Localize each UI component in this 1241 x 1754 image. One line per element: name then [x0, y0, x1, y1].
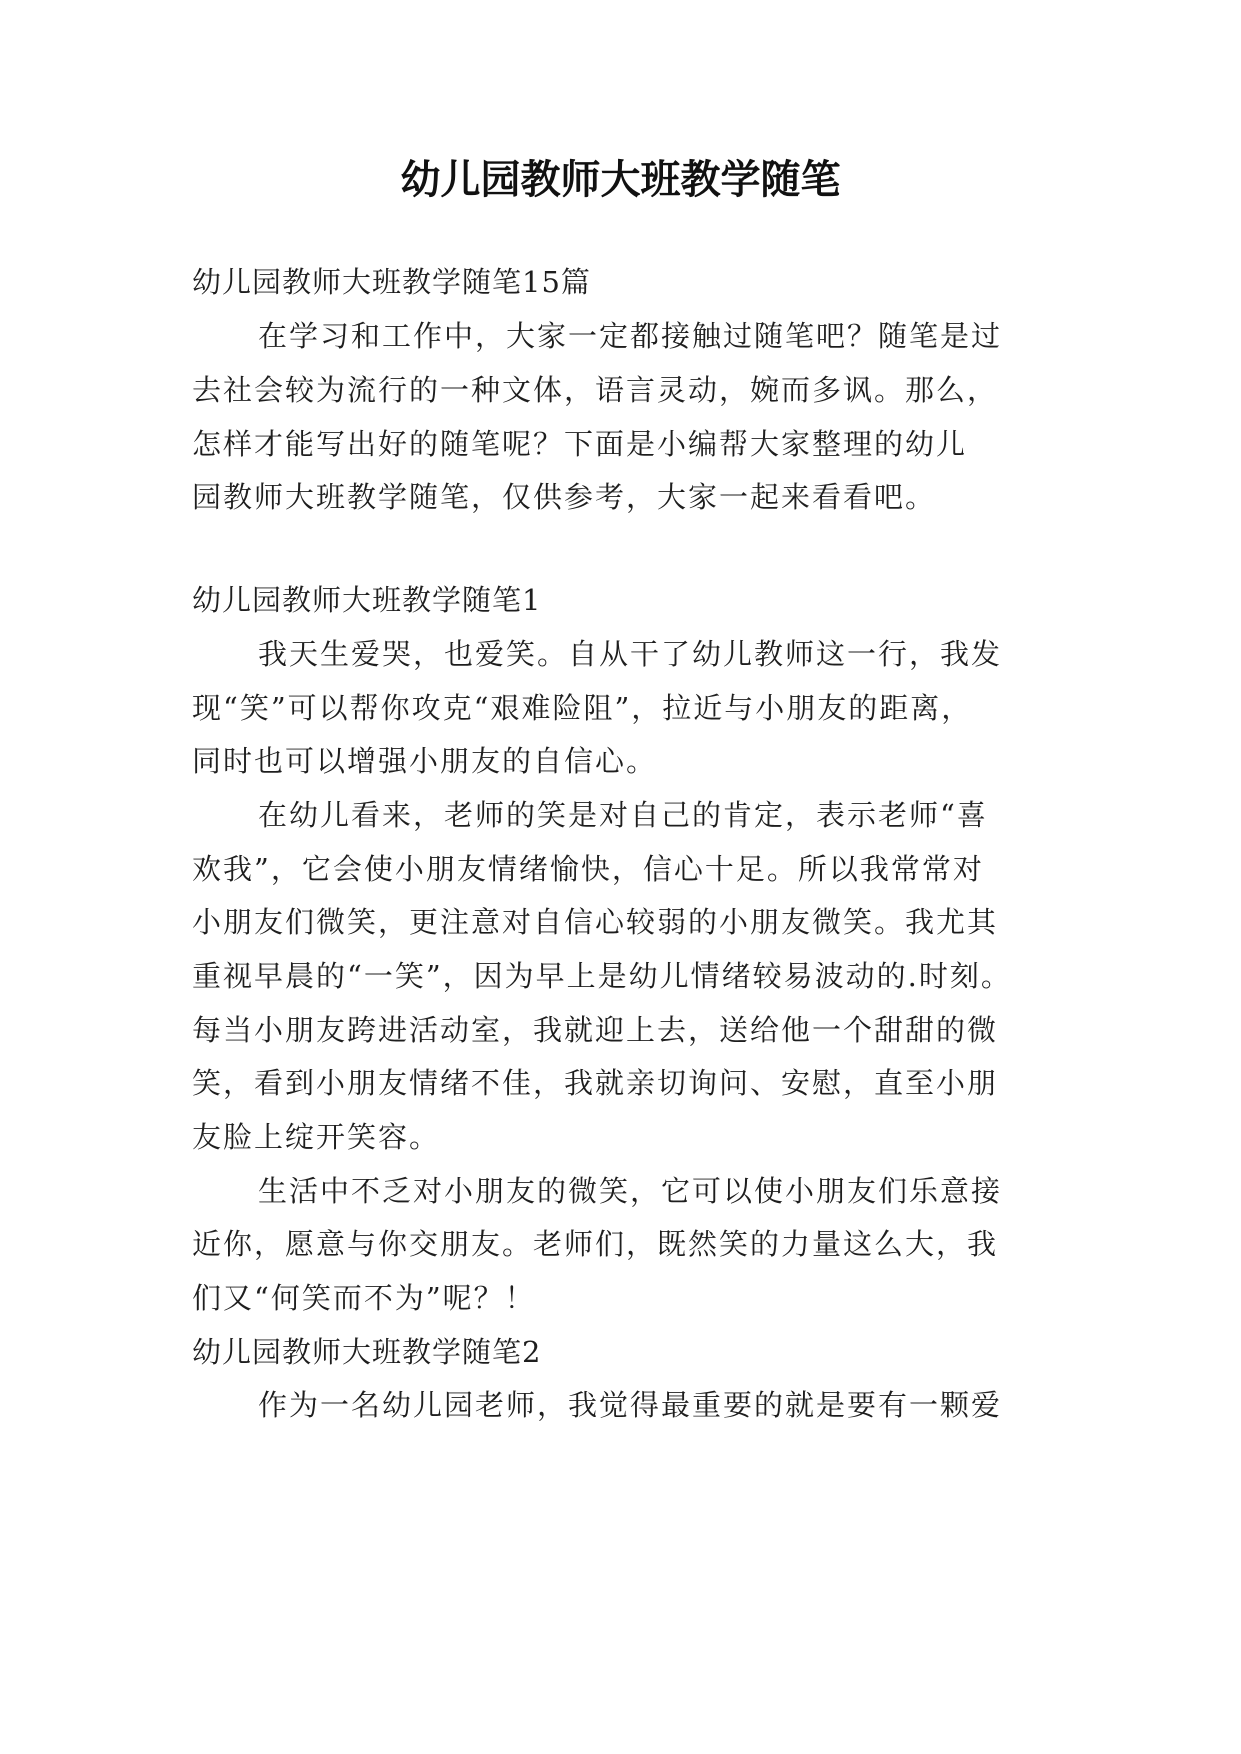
- essay-1-heading: 幼儿园教师大班教学随笔1: [192, 583, 542, 617]
- intro-line: 怎样才能写出好的随笔呢？下面是小编帮大家整理的幼儿: [192, 427, 968, 461]
- essay-1-paragraph-1-line: 我天生爱哭，也爱笑。自从干了幼儿教师这一行，我发: [258, 637, 1003, 671]
- essay-1-paragraph-1-line: 现“笑”可以帮你攻克“艰难险阻”，拉近与小朋友的距离，: [192, 691, 973, 725]
- essay-1-paragraph-2-line: 在幼儿看来，老师的笑是对自己的肯定，表示老师“喜: [258, 798, 988, 832]
- essay-1-paragraph-2-line: 笑，看到小朋友情绪不佳，我就亲切询问、安慰，直至小朋: [192, 1066, 999, 1100]
- essay-1-paragraph-2-line: 欢我”，它会使小朋友情绪愉快，信心十足。所以我常常对: [192, 852, 984, 886]
- essay-1-paragraph-1-line: 同时也可以增强小朋友的自信心。: [192, 744, 658, 778]
- essay-2-paragraph-1-line: 作为一名幼儿园老师，我觉得最重要的就是要有一颗爱: [258, 1388, 1003, 1422]
- intro-line: 去社会较为流行的一种文体，语言灵动，婉而多讽。那么，: [192, 373, 999, 407]
- essay-1-paragraph-2-line: 每当小朋友跨进活动室，我就迎上去，送给他一个甜甜的微: [192, 1013, 999, 1047]
- essay-1-paragraph-2-line: 小朋友们微笑，更注意对自信心较弱的小朋友微笑。我尤其: [192, 905, 999, 939]
- collection-heading: 幼儿园教师大班教学随笔15篇: [192, 265, 591, 299]
- essay-1-paragraph-3-line: 们又“何笑而不为”呢？！: [192, 1281, 536, 1315]
- essay-2-heading: 幼儿园教师大班教学随笔2: [192, 1335, 542, 1369]
- intro-line: 园教师大班教学随笔，仅供参考，大家一起来看看吧。: [192, 480, 937, 514]
- essay-1-paragraph-2-line: 重视早晨的“一笑”，因为早上是幼儿情绪较易波动的.时刻。: [192, 959, 1012, 993]
- essay-1-paragraph-3-line: 近你，愿意与你交朋友。老师们，既然笑的力量这么大，我: [192, 1227, 999, 1261]
- intro-line: 在学习和工作中，大家一定都接触过随笔吧？随笔是过: [258, 319, 1003, 353]
- document-title: 幼儿园教师大班教学随笔: [400, 157, 841, 203]
- essay-1-paragraph-3-line: 生活中不乏对小朋友的微笑，它可以使小朋友们乐意接: [258, 1174, 1003, 1208]
- essay-1-paragraph-2-line: 友脸上绽开笑容。: [192, 1120, 441, 1154]
